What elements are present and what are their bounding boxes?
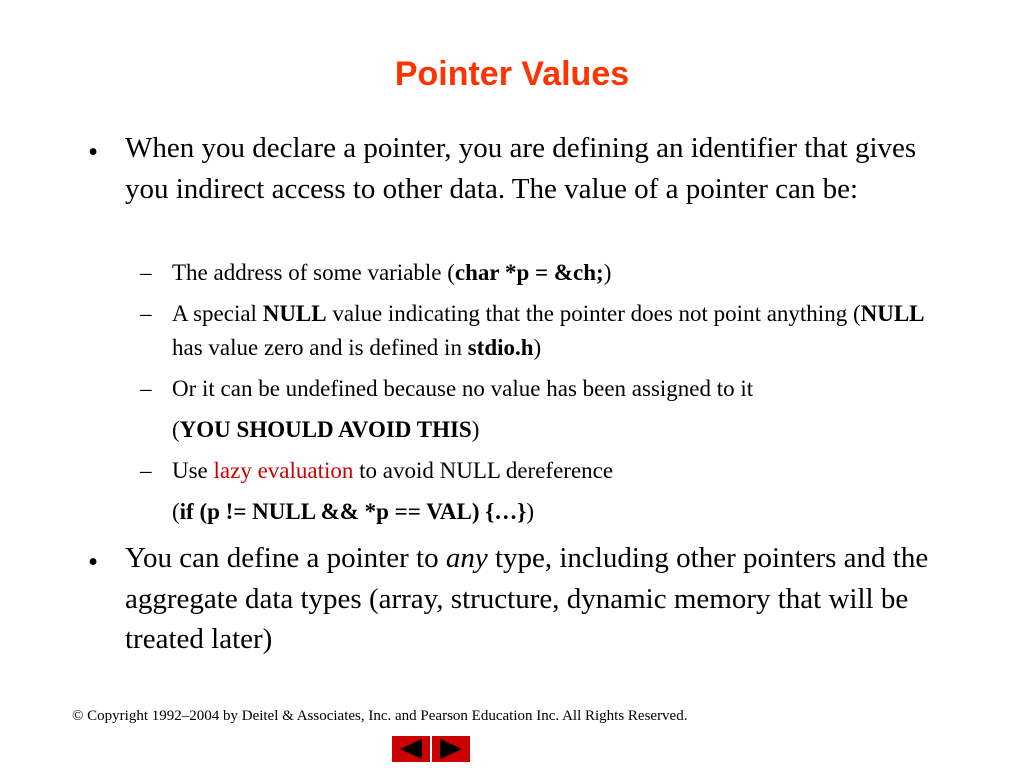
bullet-2-post: type, including other pointers and the aggregate data types (array, structure, dynamic memory that will be treated later) xyxy=(125,542,929,655)
sub-bullet-4-code xyxy=(172,495,932,529)
sub-bullet-4-post: to avoid NULL dereference xyxy=(353,458,614,483)
stdio-header: stdio.h xyxy=(467,335,534,360)
previous-slide-button[interactable] xyxy=(392,736,430,762)
sub-bullet-1 xyxy=(172,256,932,290)
bullet-1-text: When you declare a pointer, you are defining an identifier that gives you indirect access to other data. The value of a pointer can be: xyxy=(125,132,917,205)
sub-bullet-4-pre: Use xyxy=(172,458,214,483)
left-arrow-icon xyxy=(392,736,430,762)
paren-close: ) xyxy=(526,499,535,524)
sub-bullet-3: Or it can be undefined because no value has been assigned to it xyxy=(172,376,754,401)
any-emphasis: any xyxy=(445,542,488,574)
right-arrow-icon xyxy=(432,736,470,762)
sub-bullet-marker: – xyxy=(140,260,152,285)
paren-open: ( xyxy=(172,499,180,524)
sub-bullet-3-note xyxy=(172,413,932,447)
bullet-marker: • xyxy=(88,546,99,578)
sub-bullet-marker: – xyxy=(140,376,152,401)
lazy-evaluation-term: lazy evaluation xyxy=(213,458,354,483)
bullet-2-text xyxy=(125,538,945,660)
paren-open: ( xyxy=(172,417,180,442)
code-snippet-lazy: if (p != NULL && *p == VAL) {…} xyxy=(179,499,527,524)
copyright-notice: © Copyright 1992–2004 by Deitel & Associates, Inc. and Pearson Education Inc. All Rights Reserved. xyxy=(72,708,688,724)
bullet-marker: • xyxy=(88,136,99,168)
sub-bullet-marker: – xyxy=(140,458,152,483)
bullet-2-pre: You can define a pointer to xyxy=(125,542,446,574)
sub-bullet-4 xyxy=(172,454,932,488)
sub-bullet-2-c: value indicating that the pointer does not point anything ( xyxy=(326,301,861,326)
code-snippet-address: char *p = &ch; xyxy=(454,260,604,285)
null-keyword: NULL xyxy=(262,301,327,326)
next-slide-button[interactable] xyxy=(432,736,470,762)
slide-title: Pointer Values xyxy=(394,55,630,93)
null-keyword: NULL xyxy=(860,301,925,326)
sub-bullet-2 xyxy=(172,297,932,365)
sub-bullet-2-a: A special xyxy=(172,301,263,326)
sub-bullet-1-pre: The address of some variable ( xyxy=(172,260,455,285)
sub-bullet-2-g: ) xyxy=(533,335,542,360)
paren-close: ) xyxy=(471,417,480,442)
sub-bullet-1-post: ) xyxy=(603,260,612,285)
sub-bullet-2-e: has value zero and is defined in xyxy=(172,335,468,360)
sub-bullet-marker: – xyxy=(140,301,152,326)
avoid-warning: YOU SHOULD AVOID THIS xyxy=(179,417,472,442)
